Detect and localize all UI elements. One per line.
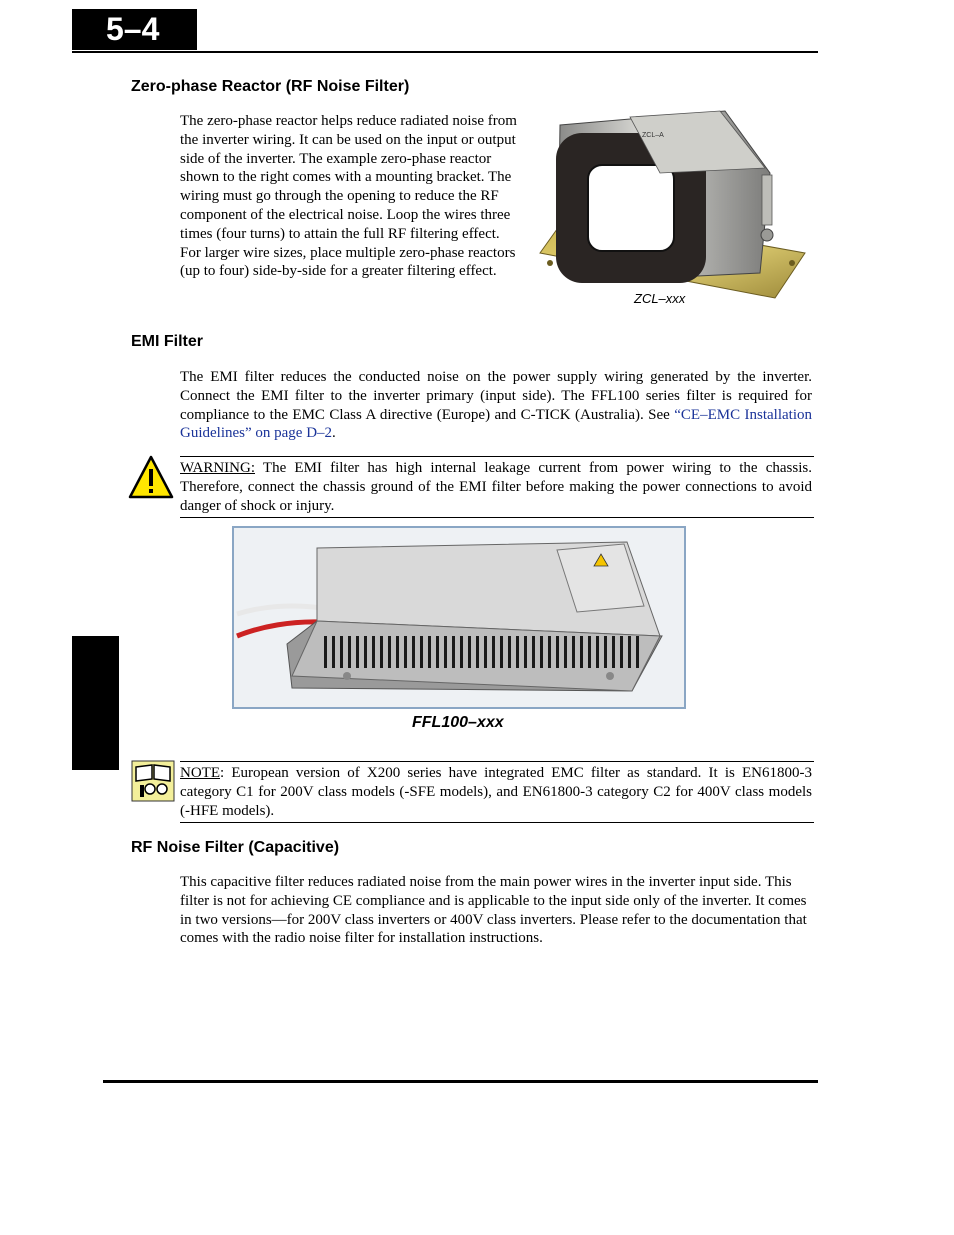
vent-slot	[452, 636, 455, 668]
vent-slot	[444, 636, 447, 668]
vent-slot	[404, 636, 407, 668]
vent-slot	[468, 636, 471, 668]
vent-slot	[548, 636, 551, 668]
reactor-label-text: ZCL–A	[642, 132, 664, 139]
emi-paragraph	[180, 368, 812, 443]
vent-slot	[572, 636, 575, 668]
vent-slot	[324, 636, 327, 668]
vent-slot	[340, 636, 343, 668]
warning-callout	[180, 456, 814, 518]
ce-emc-guidelines-link[interactable]: “CE–EMC Installation Guidelines” on page D–2	[180, 406, 812, 442]
note-book-icon	[130, 759, 176, 803]
vent-slot	[628, 636, 631, 668]
vent-slot	[612, 636, 615, 668]
header-rule	[72, 51, 818, 53]
vent-slot	[540, 636, 543, 668]
footer-rule	[103, 1080, 818, 1083]
vent-slot	[428, 636, 431, 668]
section-heading-zero-phase: Zero-phase Reactor (RF Noise Filter)	[131, 78, 410, 95]
warning-text: The EMI filter has high internal leakage current from power wiring to the chassis. Therefore, connect the chassis ground of the EMI filter before making the power connections to avoid danger of shock or injury.	[180, 460, 812, 514]
vent-slot	[564, 636, 567, 668]
vent-slot	[580, 636, 583, 668]
section-heading-rf-capacitive: RF Noise Filter (Capacitive)	[131, 839, 340, 856]
rf-capacitive-paragraph: This capacitive filter reduces radiated noise from the main power wires in the inverter input side. This filter is not for achieving CE compliance and is applicable to the input side only of the inverter. It comes in two versions—for 200V class inverters or 400V class inverters. Please refer to the documentation that comes with the radio noise filter for installation instructions.	[180, 874, 807, 947]
vent-slot	[492, 636, 495, 668]
zcl-caption: ZCL–xxx	[634, 291, 686, 306]
warning-label: WARNING:	[180, 460, 255, 476]
note-label: NOTE	[180, 765, 220, 781]
zcl-reactor-illustration	[530, 103, 812, 315]
vent-slot	[356, 636, 359, 668]
vent-slot	[476, 636, 479, 668]
vent-slot	[372, 636, 375, 668]
vent-slot	[484, 636, 487, 668]
vent-slot	[332, 636, 335, 668]
emi-paragraph-end: .	[332, 425, 336, 442]
page-number: 5–4	[72, 9, 197, 50]
vent-slot	[636, 636, 639, 668]
vent-slot	[620, 636, 623, 668]
section-heading-emi: EMI Filter	[131, 333, 204, 350]
warning-triangle-icon	[128, 455, 174, 499]
chapter-side-tab	[72, 636, 119, 770]
vent-slot	[396, 636, 399, 668]
vent-slot	[380, 636, 383, 668]
zcl-reactor-figure	[530, 103, 812, 315]
emi-paragraph-text: The EMI filter reduces the conducted noise on the power supply wiring generated by the inverter. Connect the EMI filter to the inverter primary (input side). The FFL100 series filter is required for compliance to the EMC Class A directive (Europe) and C-TICK (Australia). See	[180, 369, 812, 423]
vent-slot	[348, 636, 351, 668]
vent-slot	[532, 636, 535, 668]
vent-slot	[436, 636, 439, 668]
zero-phase-paragraph: The zero-phase reactor helps reduce radiated noise from the inverter wiring. It can be used on the input or output side of the inverter. The example zero-phase reactor shown to the right comes with a mounting bracket. The wiring must go through the opening to reduce the RF component of the electrical noise. Loop the wires three times (four turns) to attain the full RF filtering effect. For larger wire sizes, place multiple zero-phase reactors (up to four) side-by-side for a greater filtering effect.	[180, 113, 517, 280]
vent-slot	[412, 636, 415, 668]
vent-slot	[364, 636, 367, 668]
ffl100-caption: FFL100–xxx	[412, 714, 504, 731]
vent-slot	[588, 636, 591, 668]
vent-slot	[596, 636, 599, 668]
vent-slot	[500, 636, 503, 668]
note-text: : European version of X200 series have integrated EMC filter as standard. It is EN61800-3 category C1 for 200V class models (-SFE models), and EN61800-3 category C2 for 400V class models (-HFE models).	[180, 765, 812, 819]
ffl100-filter-illustration	[232, 526, 687, 738]
vent-slot	[556, 636, 559, 668]
vent-slot	[388, 636, 391, 668]
vent-slot	[604, 636, 607, 668]
vent-slot	[508, 636, 511, 668]
vent-slot	[524, 636, 527, 668]
vent-slot	[516, 636, 519, 668]
vent-slot	[460, 636, 463, 668]
note-callout	[180, 761, 814, 823]
ffl100-filter-figure	[232, 526, 687, 738]
vent-slot	[420, 636, 423, 668]
